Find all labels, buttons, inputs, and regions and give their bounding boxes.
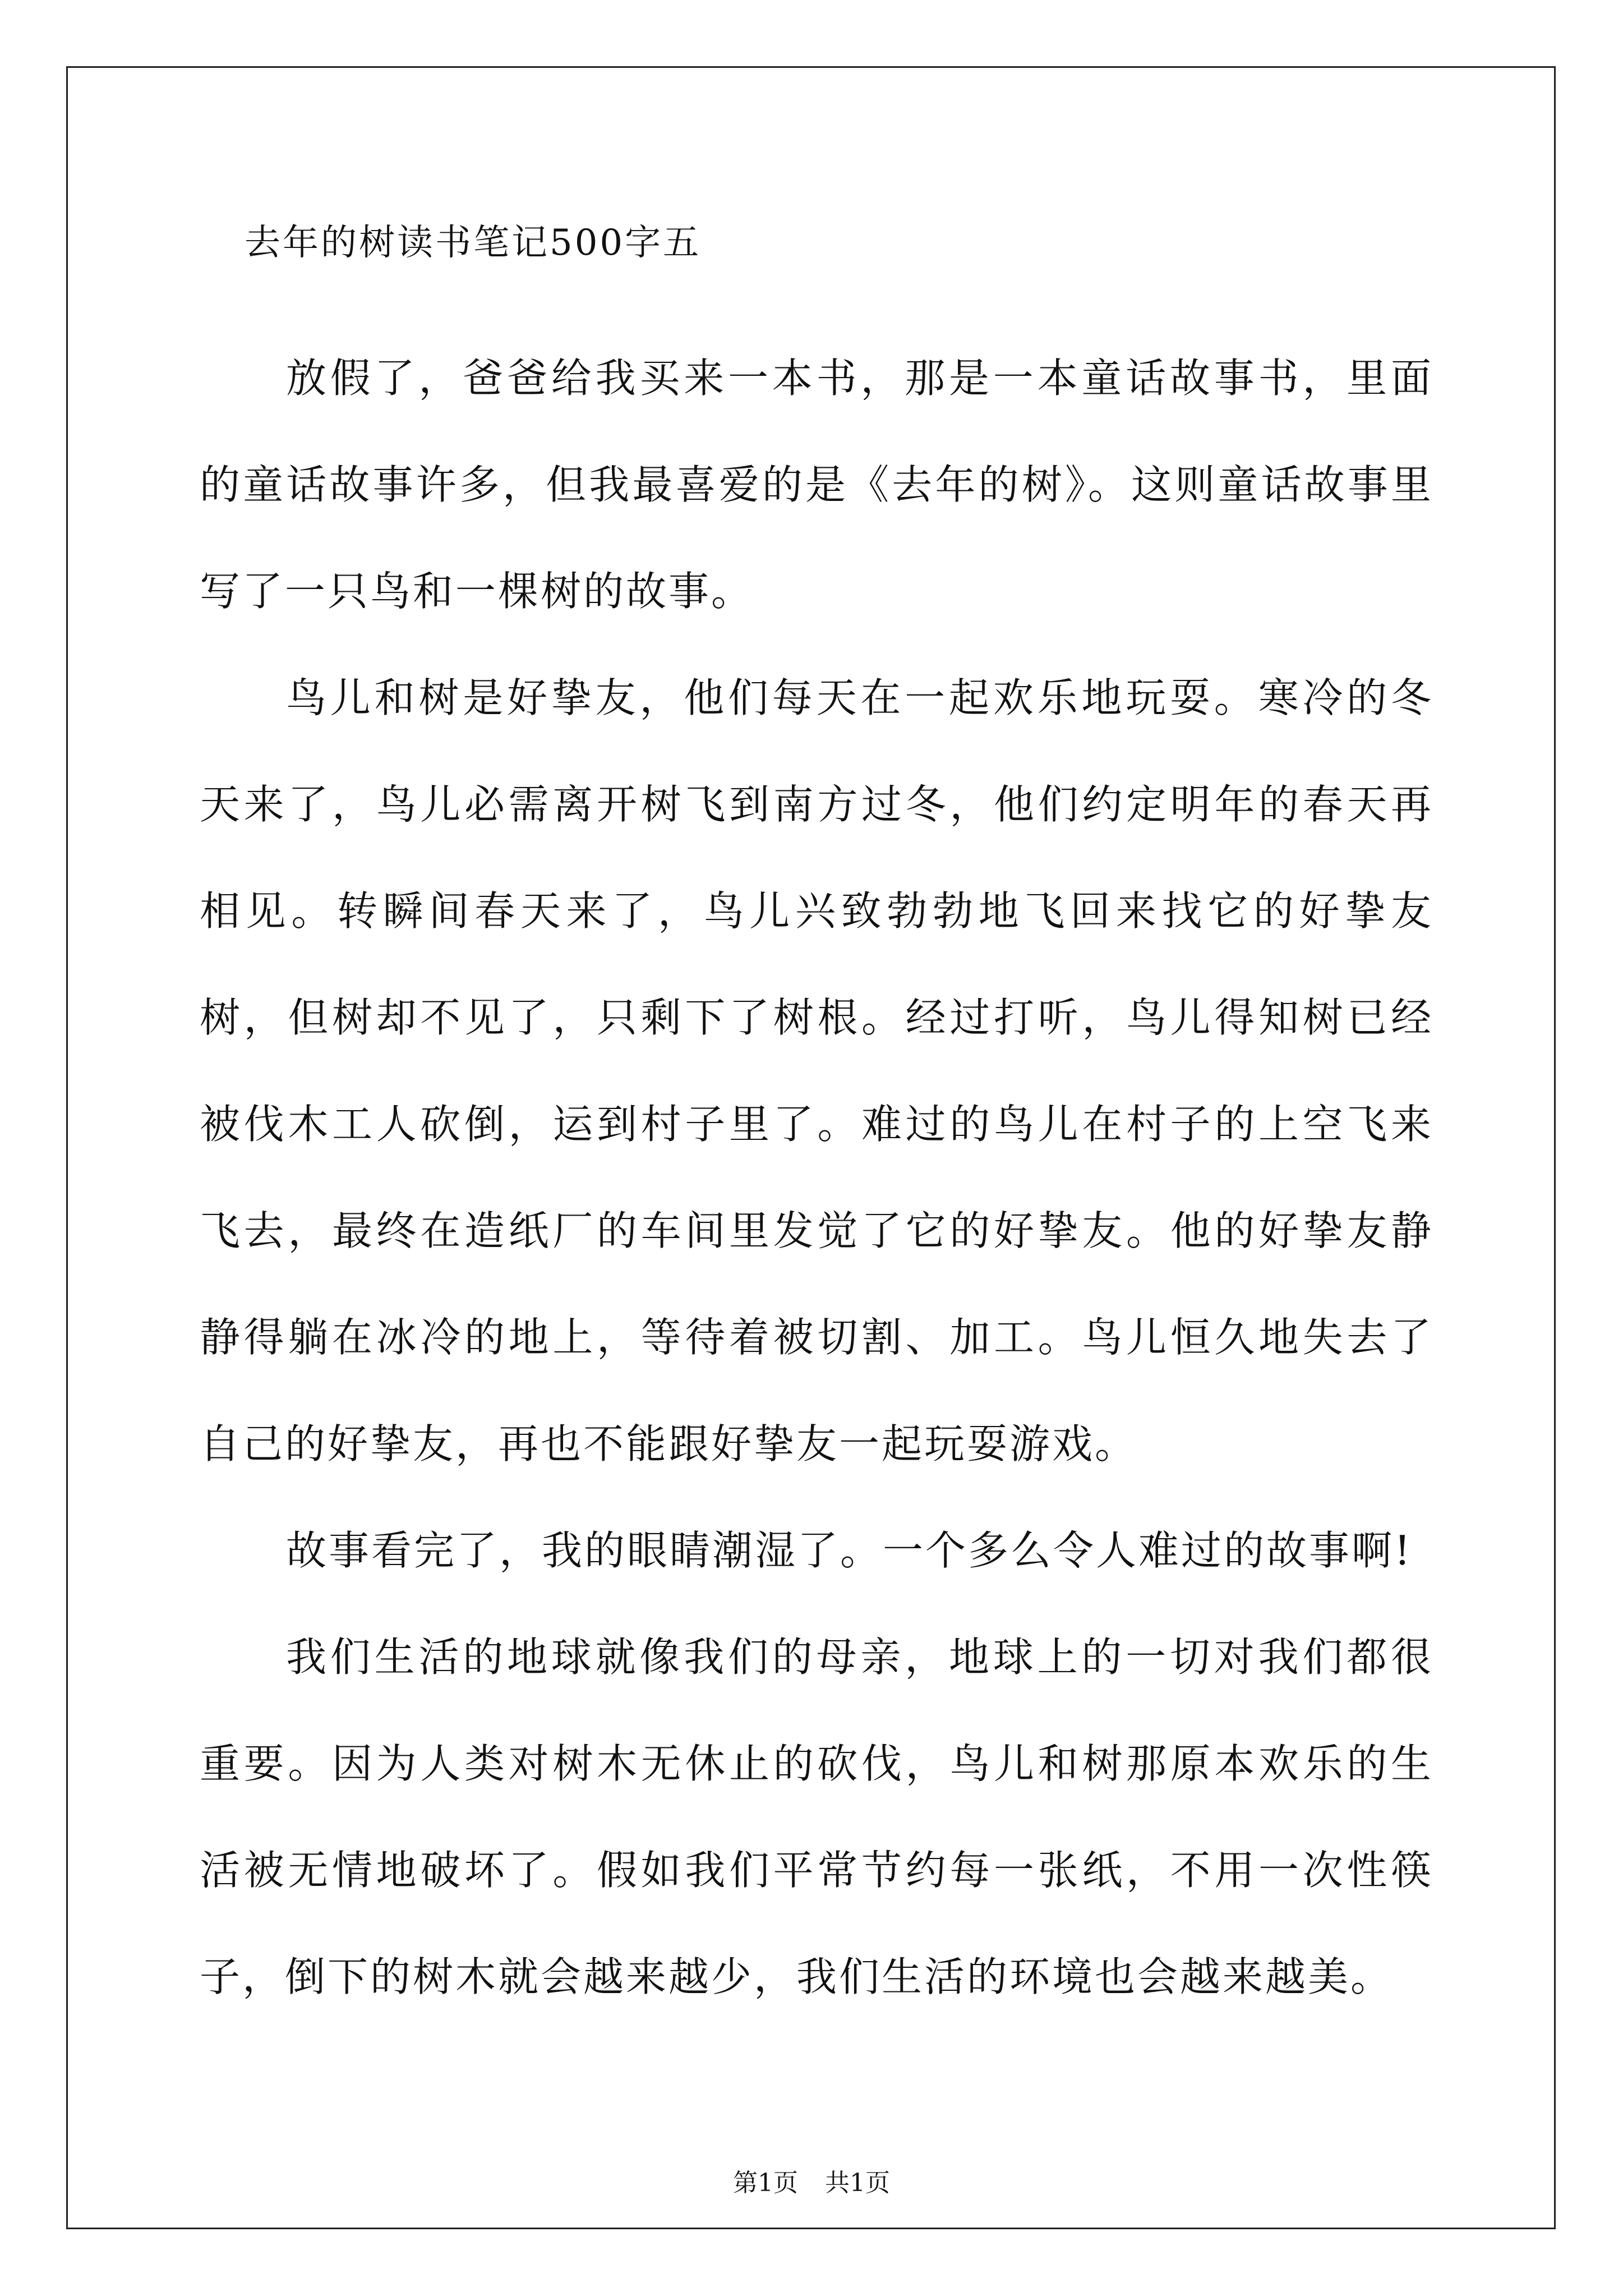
page-number: 第1页 bbox=[733, 2169, 798, 2197]
document-title: 去年的树读书笔记500字五 bbox=[245, 222, 702, 264]
page-total: 共1页 bbox=[825, 2169, 890, 2197]
paragraph-1: 放假了，爸爸给我买来一本书，那是一本童话故事书，里面的童话故事许多，但我最喜爱的是《去年的树》。这则童话故事里写了一只鸟和一棵树的故事。 bbox=[200, 355, 1433, 615]
paragraph-3: 故事看完了，我的眼睛潮湿了。一个多么令人难过的故事啊! bbox=[286, 1527, 1413, 1574]
document-body bbox=[200, 216, 1433, 2030]
page-footer bbox=[0, 2166, 1623, 2200]
paragraph-2: 鸟儿和树是好挚友，他们每天在一起欢乐地玩耍。寒冷的冬天来了，鸟儿必需离开树飞到南方过冬，他们约定明年的春天再相见。转瞬间春天来了，鸟儿兴致勃勃地飞回来找它的好挚友树，但树却不见了，只剩下了树根。经过打听，鸟儿得知树已经被伐木工人砍倒，运到村子里了。难过的鸟儿在村子的上空飞来飞去，最终在造纸厂的车间里发觉了它的好挚友。他的好挚友静静得躺在冰冷的地上，等待着被切割、加工。鸟儿恒久地失去了自己的好挚友，再也不能跟好挚友一起玩耍游戏。 bbox=[200, 674, 1433, 1467]
paragraph-4: 我们生活的地球就像我们的母亲，地球上的一切对我们都很重要。因为人类对树木无休止的砍伐，鸟儿和树那原本欢乐的生活被无情地破坏了。假如我们平常节约每一张纸，不用一次性筷子，倒下的树木就会越来越少，我们生活的环境也会越来越美。 bbox=[200, 1634, 1433, 2000]
